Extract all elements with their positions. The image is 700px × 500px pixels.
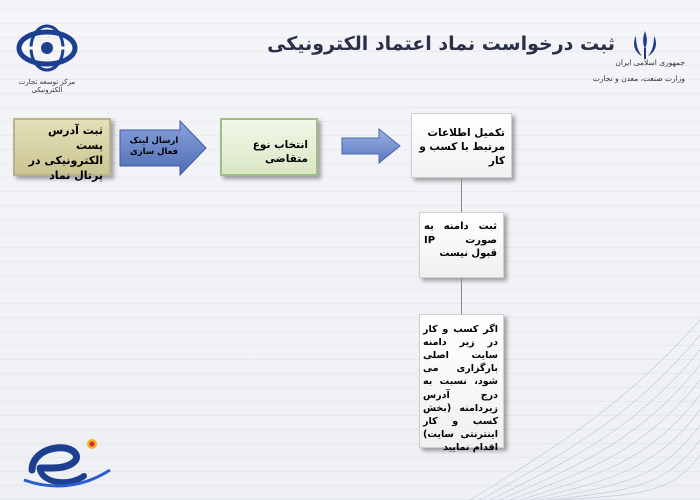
e-commerce-logo-icon [22, 430, 114, 492]
decorative-swirl [470, 290, 700, 500]
left-logo-caption: مرکز توسعه تجارت الکترونیکی [18, 78, 76, 94]
arrow-right-icon [341, 128, 401, 164]
step-business-info: تکمیل اطلاعات مرتبط با کسب و کار [411, 113, 512, 178]
step-email-registration: ثبت آدرس پست الکترونیکی در پرتال نماد [13, 118, 111, 176]
step-applicant-type: انتخاب نوع متقاضی [220, 118, 318, 176]
iran-emblem-icon [628, 28, 662, 62]
step-domain-note: ثبت دامنه به صورت IP قبول نیست [419, 212, 504, 278]
arrow-activation-label: ارسال لینک فعال سازی [129, 136, 179, 158]
emblem-caption-country: جمهوری اسلامی ایران [615, 58, 685, 67]
emblem-caption-ministry: وزارت صنعت، معدن و تجارت [592, 74, 685, 83]
connector-line [461, 278, 462, 314]
step-subdomain-note: اگر کسب و کار در زیر دامنه سایت اصلی بارگزاری می شود، نسبت به درج آدرس زیردامنه (بخش کسب و کار اینترنتی سایت) اقدام نمایید [419, 314, 504, 448]
connector-line [461, 178, 462, 212]
page-title: ثبت درخواست نماد اعتماد الکترونیکی [267, 33, 615, 55]
